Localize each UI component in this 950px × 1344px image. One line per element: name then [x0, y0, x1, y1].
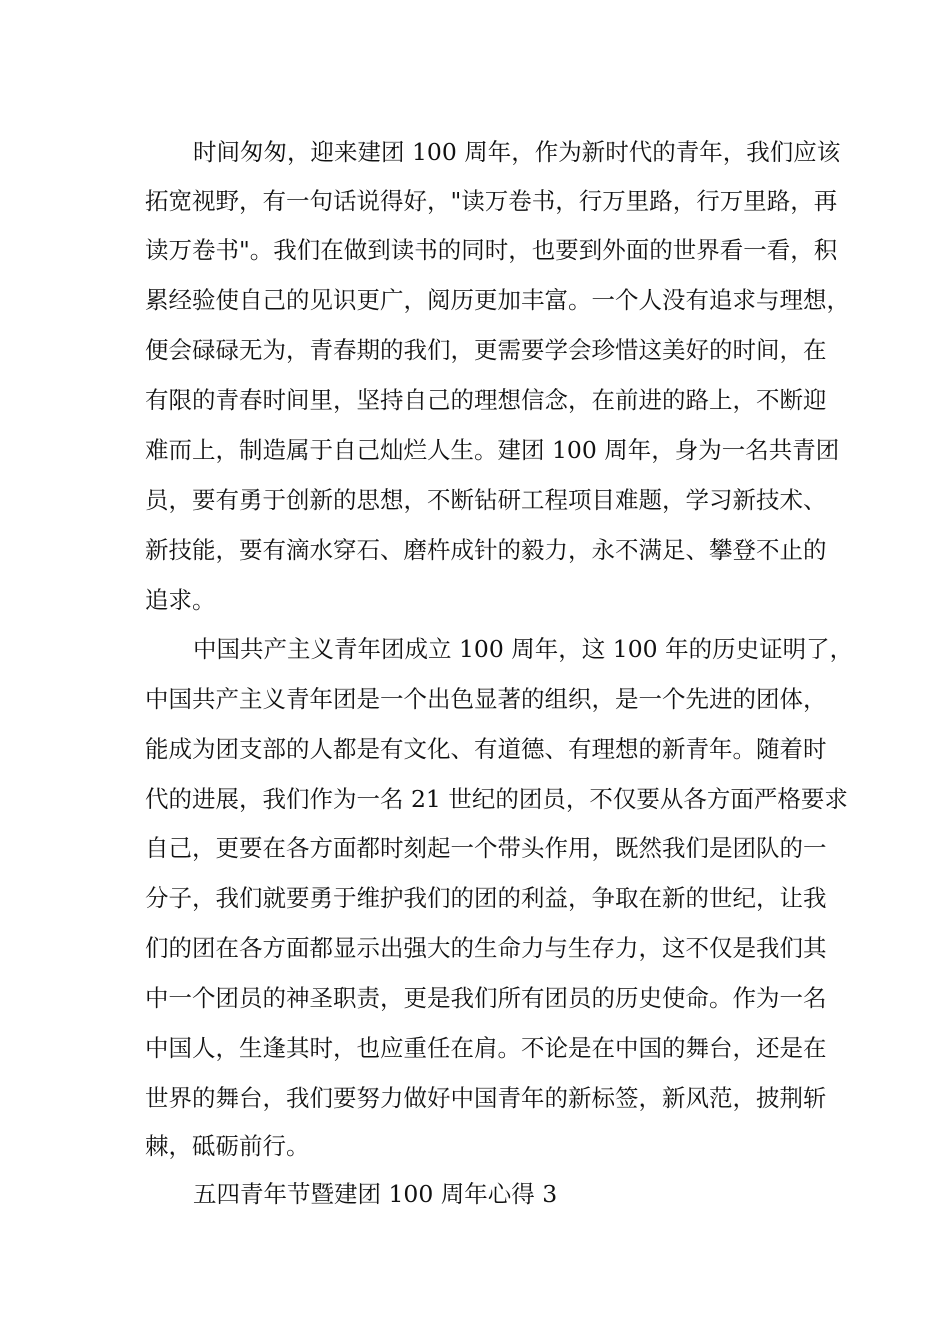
paragraph-1-line-8: 员，要有勇于创新的思想，不断钻研工程项目难题，学习新技术、: [145, 486, 827, 514]
paragraph-2-line-4: 代的进展，我们作为一名 21 世纪的团员，不仅要从各方面严格要求: [145, 785, 848, 813]
paragraph-1-line-1: 时间匆匆，迎来建团 100 周年，作为新时代的青年，我们应该: [193, 138, 841, 166]
paragraph-1-line-2: 拓宽视野，有一句话说得好，"读万卷书，行万里路，行万里路，再: [145, 187, 838, 215]
paragraph-1-line-4: 累经验使自己的见识更广，阅历更加丰富。一个人没有追求与理想，: [145, 286, 850, 314]
paragraph-2-line-9: 中国人，生逢其时，也应重任在肩。不论是在中国的舞台，还是在: [145, 1034, 827, 1062]
paragraph-2-line-7: 们的团在各方面都显示出强大的生命力与生存力，这不仅是我们其: [145, 934, 827, 962]
paragraph-2-line-10: 世界的舞台，我们要努力做好中国青年的新标签，新风范，披荆斩: [145, 1084, 827, 1112]
paragraph-2-line-1: 中国共产主义青年团成立 100 周年，这 100 年的历史证明了，: [193, 635, 854, 663]
paragraph-2-line-3: 能成为团支部的人都是有文化、有道德、有理想的新青年。随着时: [145, 735, 827, 763]
paragraph-1-line-6: 有限的青春时间里，坚持自己的理想信念，在前进的路上，不断迎: [145, 386, 827, 414]
paragraph-1-line-10: 追求。: [145, 586, 216, 614]
paragraph-1-line-7: 难而上，制造属于自己灿烂人生。建团 100 周年，身为一名共青团: [145, 436, 840, 464]
paragraph-2-line-6: 分子，我们就要勇于维护我们的团的利益，争取在新的世纪，让我: [145, 884, 827, 912]
paragraph-1-line-5: 便会碌碌无为，青春期的我们，更需要学会珍惜这美好的时间，在: [145, 336, 827, 364]
section-heading: 五四青年节暨建团 100 周年心得 3: [193, 1180, 558, 1208]
paragraph-1-line-9: 新技能，要有滴水穿石、磨杵成针的毅力，永不满足、攀登不止的: [145, 536, 827, 564]
paragraph-2-line-11: 棘，砥砺前行。: [145, 1132, 310, 1160]
paragraph-2-line-5: 自己，更要在各方面都时刻起一个带头作用，既然我们是团队的一: [145, 834, 827, 862]
paragraph-2-line-8: 中一个团员的神圣职责，更是我们所有团员的历史使命。作为一名: [145, 984, 827, 1012]
paragraph-2-line-2: 中国共产主义青年团是一个出色显著的组织，是一个先进的团体，: [145, 685, 827, 713]
paragraph-1-line-3: 读万卷书"。我们在做到读书的同时，也要到外面的世界看一看，积: [145, 236, 838, 264]
